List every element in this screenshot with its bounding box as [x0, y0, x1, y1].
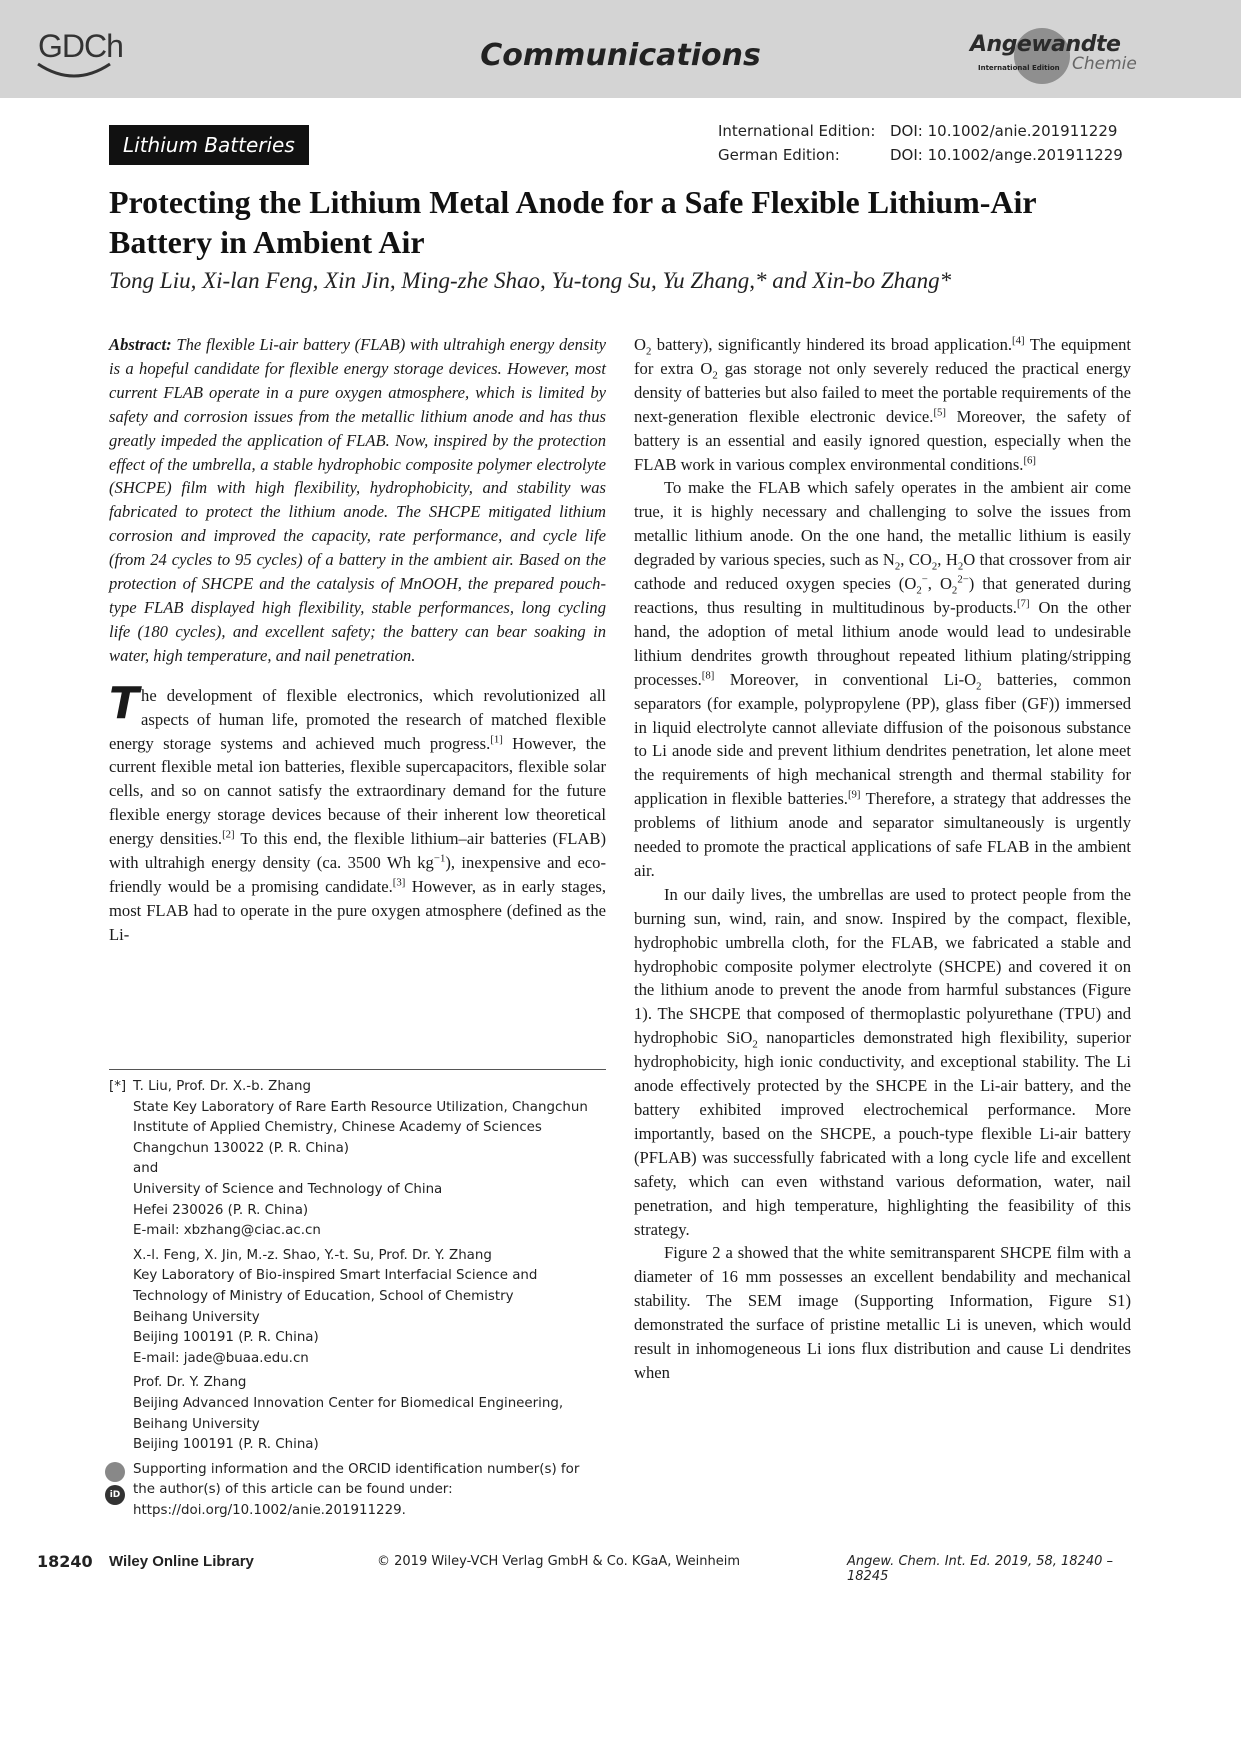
intro-paragraph [109, 677, 606, 947]
supporting-info-note [109, 1460, 606, 1522]
ref-7[interactable]: [7] [1016, 597, 1030, 610]
author-list: Tong Liu, Xi-lan Feng, Xin Jin, Ming-zhe Shao, Yu-tong Su, Yu Zhang,* and Xin-bo Zhang* [109, 268, 952, 293]
doi-german-row [718, 143, 1123, 167]
ref-9[interactable]: [9] [847, 788, 861, 801]
doi-german-link[interactable]: DOI: 10.1002/ange.201911229 [890, 146, 1123, 164]
supporting-info-text: the author(s) of this article can be found under: [133, 1482, 453, 1498]
intro-text-2: However, the current flexible metal ion batteries, flexible supercapacitors, flexible solar cells, and so on cannot satisfy the extraordinary demand for the future flexible energy storage devices because of their inherent low theoretical energy densities. [109, 733, 606, 849]
supporting-info-text: Supporting information and the ORCID identification number(s) for [133, 1461, 580, 1477]
ref-2[interactable]: [2] [222, 828, 235, 841]
affiliation-line: Changchun 130022 (P. R. China) [133, 1140, 350, 1156]
affiliation-line: and [133, 1161, 159, 1177]
affiliation-line: Beijing 100191 (P. R. China) [133, 1437, 319, 1453]
affiliation-2 [109, 1246, 606, 1370]
journal-logo [970, 28, 1140, 84]
affiliation-line: Beihang University [133, 1416, 260, 1432]
doi-intl-row [718, 119, 1123, 143]
doi-intl-link[interactable]: DOI: 10.1002/anie.201911229 [890, 122, 1118, 140]
affiliation-line: Hefei 230026 (P. R. China) [133, 1202, 309, 1218]
article-title: Protecting the Lithium Metal Anode for a Safe Flexible Lithium-Air Battery in Ambient Air [109, 184, 1037, 260]
affiliation-3 [109, 1373, 606, 1455]
gdch-logo-text: GDCh [38, 28, 123, 64]
doi-intl-label: International Edition: [718, 122, 876, 140]
library-link[interactable]: Wiley Online Library [109, 1553, 254, 1570]
abstract-text: The flexible Li-air battery (FLAB) with ultrahigh energy density is a hopeful candidate for flexible energy storage devices. However, most current FLAB operate in a pure oxygen atmosphere, which is limited by safety and corrosion issues from the metallic lithium anode and has thus greatly impeded the application of FLAB. Now, inspired by the protection effect of the umbrella, a stable hydrophobic composite polymer electrolyte (SHCPE) film with high flexibility, hydrophobicity, and stability was fabricated to protect the lithium anode. The SHCPE mitigated lithium corrosion and improved the capacity, rate performance, and cycle life (from 24 cycles to 95 cycles) of a battery in the ambient air. Based on the protection of SHCPE and the catalysis of MnOOH, the prepared pouch-type FLAB displayed high flexibility, stable performances, long cycling life (180 cycles), and excellent safety; the battery can bear soaking in water, high temperature, and nail penetration. [109, 335, 606, 665]
ref-8[interactable]: [8] [701, 669, 715, 682]
supporting-info-icon [105, 1462, 125, 1482]
page-number: 18240 [37, 1552, 93, 1571]
exponent-neg1: −1 [433, 852, 446, 865]
affiliation-line: Key Laboratory of Bio-inspired Smart Interfacial Science and [133, 1268, 538, 1284]
intro-text-5: However, as in early stages, most FLAB had to operate in the pure oxygen atmosphere (defined as the Li- [109, 876, 606, 944]
email-link[interactable]: E-mail: jade@buaa.edu.cn [133, 1350, 309, 1366]
topic-label: Lithium Batteries [109, 125, 309, 165]
ref-1[interactable]: [1] [490, 732, 503, 745]
section-title: Communications [480, 38, 761, 73]
header-band [0, 0, 1241, 98]
body-paragraph-4: Figure 2 a showed that the white semitransparent SHCPE film with a diameter of 16 mm possesses an excellent bendability and mechanical stability. The SEM image (Supporting Information, Figure S1) demonstrated the surface of pristine metallic Li is uneven, which would result in inhomogeneous Li ions flux distribution and cause Li dendrites when [634, 1243, 1131, 1382]
right-column [634, 333, 1131, 1385]
affiliation-line: University of Science and Technology of China [133, 1181, 443, 1197]
ref-6[interactable]: [6] [1023, 454, 1037, 466]
affiliation-1 [109, 1077, 606, 1242]
affiliation-2-authors: X.-l. Feng, X. Jin, M.-z. Shao, Y.-t. Su, Prof. Dr. Y. Zhang [133, 1247, 492, 1263]
body-paragraph-1: $O_2$ battery), significantly hindered its broad application.[4] The equipment for extra $O_2$ gas storage not only severely reduced the practical energy density of batteries but also failed to meet the portable requirements of the next-generation flexible electronic device.[5] Moreover, the safety of battery is an essential and easily ignored question, especially when the FLAB work in various complex environmental conditions.[6] [634, 334, 1131, 474]
body-paragraph-2: To make the FLAB which safely operates in the ambient air come true, it is highly necessary and challenging to solve the issues from metallic lithium anode. On the one hand, the metallic lithium is easily degraded by various species, such as $N_2$, $CO_2$, $H_2O$ that crossover from air cathode and reduced oxygen species ($O_2^-$, $O_2^{2-}$) that generated during reactions, thus resulting in multitudinous by-products.[7] On the other hand, the adoption of metal lithium anode would lead to undesirable lithium dendrites growth throughout repeated lithium plating/stripping processes.[8] Moreover, in conventional $Li-O_2$ batteries, common separators (for example, polypropylene (PP), glass fiber (GF)) immersed in liquid electrolyte cannot alleviate diffusion of the poisonous substance to Li anode side and prevent lithium dendrites penetration, let alone meet the requirements of high mechanical strength and thermal stability for application in flexible batteries.[9] Therefore, a strategy that addresses the problems of lithium anode and separator simultaneously is urgently needed to promote the practical applications of safe FLAB in the ambient air. [634, 478, 1131, 880]
footnote-divider [109, 1069, 606, 1070]
abstract-label: Abstract: [109, 335, 172, 354]
affiliation-line: State Key Laboratory of Rare Earth Resource Utilization, Changchun [133, 1099, 588, 1115]
doi-german-label: German Edition: [718, 146, 840, 164]
ref-3[interactable]: [3] [392, 876, 406, 889]
affiliation-footnotes [109, 1077, 606, 1521]
orcid-icon: iD [105, 1485, 125, 1505]
affiliation-line: Beihang University [133, 1309, 260, 1325]
affiliation-line: Institute of Applied Chemistry, Chinese Academy of Sciences [133, 1120, 542, 1136]
ref-4[interactable]: [4] [1012, 334, 1025, 347]
journal-subname: Chemie [1072, 54, 1137, 74]
body-paragraph-3: In our daily lives, the umbrellas are used to protect people from the burning sun, wind, rain, and snow. Inspired by the compact, flexible, hydrophobic umbrella cloth, for the FLAB, we fabricated a stable and hydrophobic composite polymer electrolyte (SHCPE) and covered it on the lithium anode to prevent the anode from harmful substances (Figure 1). The SHCPE that composed of thermoplastic polyurethane (TPU) and hydrophobic SiO$_2$ nanoparticles demonstrated high flexibility, superior hydrophobicity, high ionic conductivity, and exceptional stability. The Li anode effectively protected by the SHCPE in the Li-air battery, and the battery exhibited improved electrochemical performance. More importantly, based on the SHCPE, a pouch-type flexible Li-air battery (PFLAB) was successfully fabricated with a long cycle life and excellent safety, which can even withstand various deformation, water, nail penetration, and high temperature, highlighting the feasibility of this strategy. [634, 884, 1131, 1239]
affiliation-line: Beijing 100191 (P. R. China) [133, 1330, 319, 1346]
page-footer [37, 1552, 1137, 1584]
affiliation-3-authors: Prof. Dr. Y. Zhang [133, 1375, 247, 1391]
drop-cap: T [109, 677, 140, 729]
affiliation-line: Beijing Advanced Innovation Center for Biomedical Engineering, [133, 1395, 564, 1411]
intro-text-3: To this end, the flexible lithium–air batteries (FLAB) with ultrahigh energy density (ca. 3500 Wh kg [109, 829, 606, 873]
left-column [109, 333, 606, 947]
email-link[interactable]: E-mail: xbzhang@ciac.ac.cn [133, 1223, 321, 1239]
supporting-info-link[interactable]: https://doi.org/10.1002/anie.201911229. [133, 1502, 406, 1518]
ref-5[interactable]: [5] [933, 406, 947, 419]
doi-block [718, 119, 1123, 167]
journal-edition-tag: International Edition [978, 64, 1060, 72]
copyright-notice: © 2019 Wiley-VCH Verlag GmbH & Co. KGaA, Weinheim [377, 1554, 741, 1569]
journal-citation: Angew. Chem. Int. Ed. 2019, 58, 18240 –18245 [847, 1554, 1113, 1584]
abstract [109, 333, 606, 668]
intro-text-4: ), inexpensive and eco-friendly would be a promising candidate. [109, 853, 606, 896]
affiliation-1-authors: T. Liu, Prof. Dr. X.-b. Zhang [133, 1079, 312, 1094]
intro-text-1: he development of flexible electronics, which revolutionized all aspects of human life, promoted the research of matched flexible energy storage systems and achieved much progress. [109, 685, 606, 753]
journal-name: Angewandte [970, 32, 1121, 57]
affiliation-line: Technology of Ministry of Education, School of Chemistry [133, 1288, 514, 1304]
footnote-marker: [*] [109, 1079, 127, 1094]
